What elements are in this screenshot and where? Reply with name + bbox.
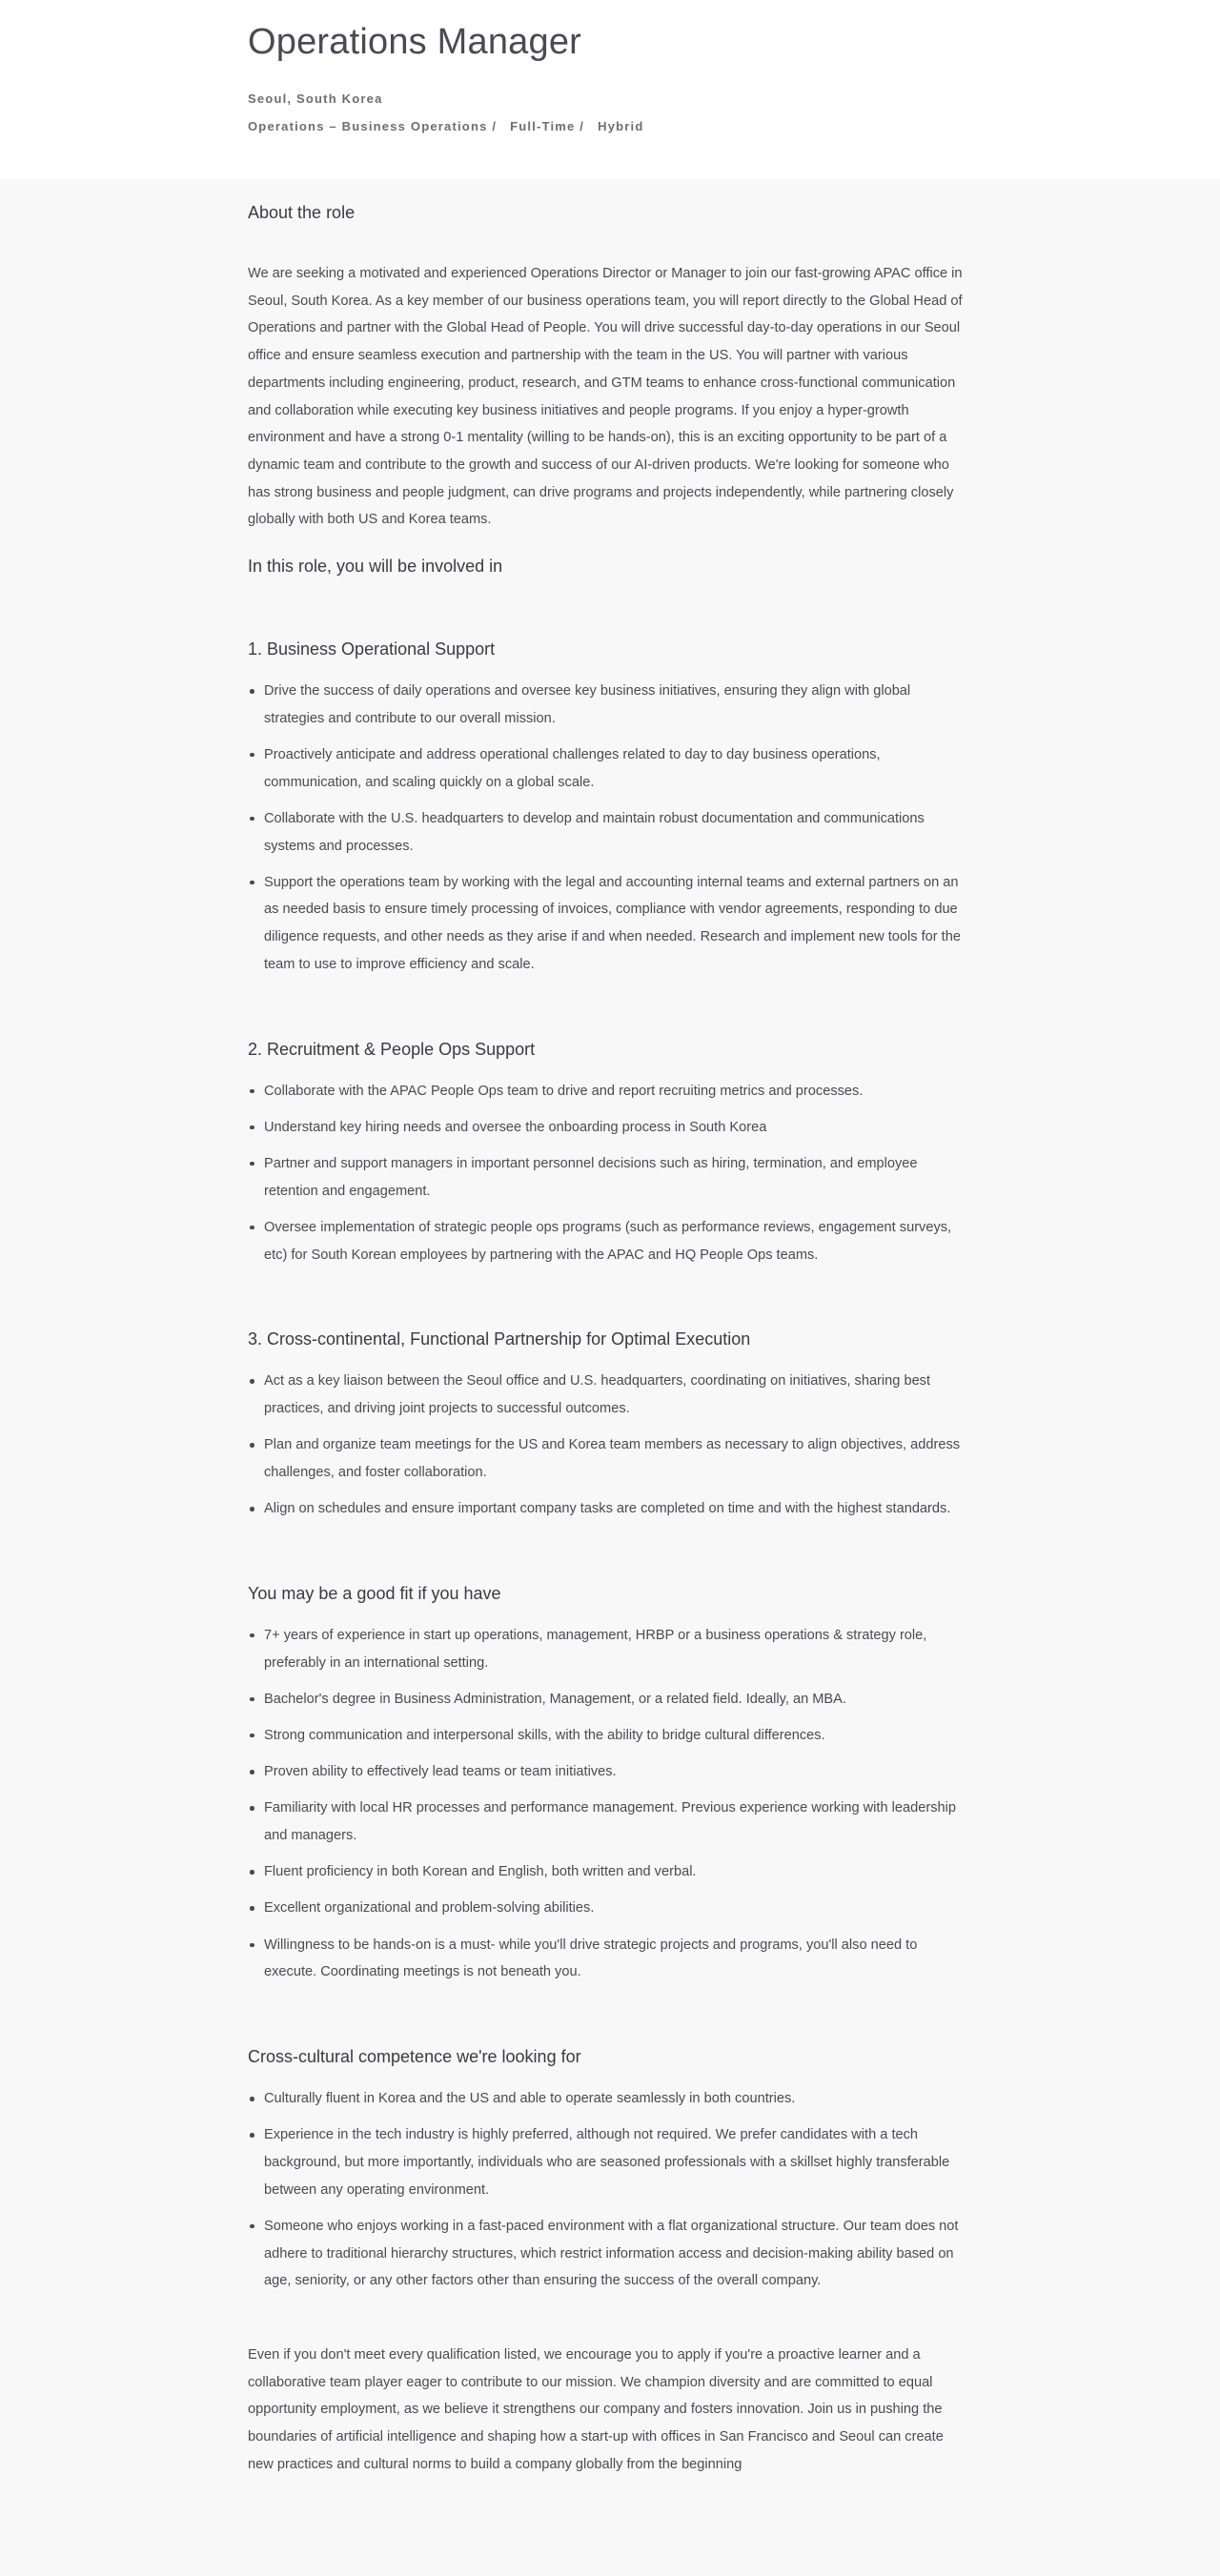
list-item: Collaborate with the APAC People Ops team to drive and report recruiting metrics and processes. — [264, 1078, 972, 1105]
list-item: Plan and organize team meetings for the US and Korea team members as necessary to align objectives, address challenges, and foster collaboration. — [264, 1431, 972, 1486]
about-section — [248, 200, 972, 534]
posting-headline — [248, 0, 972, 134]
list-item: Strong communication and interpersonal skills, with the ability to bridge cultural differences. — [264, 1722, 972, 1750]
partnership-list — [248, 1368, 972, 1523]
job-categories — [248, 119, 972, 134]
closing-statement: Even if you don't meet every qualification listed, we encourage you to apply if you're a proactive learner and a collaborative team player eager to contribute to our mission. We champion diversity and are committed to equal opportunity employment, as we believe it strengthens our company and fosters innovation. Join us in pushing the boundaries of artificial intelligence and shaping how a start-up with offices in San Francisco and Seoul can create new practices and cultural norms to build a company globally from the beginning — [248, 2346, 944, 2472]
business-support-heading: 1. Business Operational Support — [248, 639, 496, 659]
list-item: Act as a key liaison between the Seoul office and U.S. headquarters, coordinating on initiatives, sharing best practices, and driving joint projects to successful outcomes. — [264, 1368, 972, 1422]
list-item: Bachelor's degree in Business Administration, Management, or a related field. Ideally, an MBA. — [264, 1686, 972, 1714]
posting-content — [0, 179, 1220, 2478]
about-heading: About the role — [248, 203, 356, 222]
partnership-section — [248, 1327, 972, 1523]
list-item: Drive the success of daily operations and oversee key business initiatives, ensuring they align with global strategies and contribute to our overall mission. — [264, 678, 972, 732]
list-item: Fluent proficiency in both Korean and English, both written and verbal. — [264, 1858, 972, 1886]
people-ops-section — [248, 1037, 972, 1269]
list-item: Willingness to be hands-on is a must- while you'll drive strategic projects and programs, you'll also need to execute. Coordinating meetings is not beneath you. — [264, 1932, 972, 1986]
list-item: Support the operations team by working with the legal and accounting internal teams and external partners on an as needed basis to ensure timely processing of invoices, compliance with vendor agreements, responding to due diligence requests, and other needs as they arise if and when needed. Research and implement new tools for the team to use to improve efficiency and scale. — [264, 869, 972, 979]
list-item: Proven ability to effectively lead teams or team initiatives. — [264, 1758, 972, 1786]
list-item: Someone who enjoys working in a fast-paced environment with a flat organizational structure. Our team does not adhere to traditional hierarchy structures, which restrict information access and decision-making ability based on age, seniority, or any other factors other than ensuring the success of the overall company. — [264, 2213, 972, 2295]
list-item: Experience in the tech industry is highly preferred, although not required. We prefer candidates with a tech background, but more importantly, individuals who are seasoned professionals with a skillset highly transferable between any operating environment. — [264, 2121, 972, 2203]
list-item: Familiarity with local HR processes and performance management. Previous experience working with leadership and managers. — [264, 1795, 972, 1849]
list-item: Partner and support managers in important personnel decisions such as hiring, termination, and employee retention and engagement. — [264, 1150, 972, 1205]
people-ops-heading: 2. Recruitment & People Ops Support — [248, 1039, 536, 1059]
job-commitment: Full-Time / — [510, 119, 585, 133]
list-item: Oversee implementation of strategic people ops programs (such as performance reviews, engagement surveys, etc) for South Korean employees by partnering with the APAC and HQ People Ops teams. — [264, 1214, 972, 1268]
list-item: Proactively anticipate and address operational challenges related to day to day business operations, communication, and scaling quickly on a global scale. — [264, 741, 972, 796]
job-team: Operations – Business Operations / — [248, 119, 498, 133]
job-workplace: Hybrid — [598, 119, 644, 133]
list-item: Collaborate with the U.S. headquarters to develop and maintain robust documentation and communications systems and processes. — [264, 805, 972, 860]
cross-cultural-heading: Cross-cultural competence we're looking for — [248, 2047, 581, 2067]
good-fit-heading: You may be a good fit if you have — [248, 1583, 501, 1603]
people-ops-list — [248, 1078, 972, 1269]
involved-heading: In this role, you will be involved in — [248, 557, 503, 577]
list-item: Understand key hiring needs and oversee the onboarding process in South Korea — [264, 1114, 972, 1142]
business-support-list — [248, 678, 972, 979]
list-item: Excellent organizational and problem-solving abilities. — [264, 1895, 972, 1922]
job-location: Seoul, South Korea — [248, 91, 383, 106]
list-item: Culturally fluent in Korea and the US and able to operate seamlessly in both countries. — [264, 2085, 972, 2113]
good-fit-list — [248, 1622, 972, 1986]
good-fit-section — [248, 1581, 972, 1986]
cross-cultural-section — [248, 2044, 972, 2295]
list-item: Align on schedules and ensure important company tasks are completed on time and with the highest standards. — [264, 1495, 972, 1523]
posting-header — [0, 0, 1220, 179]
business-support-section — [248, 637, 972, 979]
cross-cultural-list — [248, 2085, 972, 2295]
about-body: We are seeking a motivated and experienced Operations Director or Manager to join our fast-growing APAC office in Seoul, South Korea. As a key member of our business operations team, you will report directly to the Global Head of Operations and partner with the Global Head of People. You will drive successful day-to-day operations in our Seoul office and ensure seamless execution and partnership with the team in the US. You will partner with various departments including engineering, product, research, and GTM teams to enhance cross-functional communication and collaboration while executing key business initiatives and people programs. If you enjoy a hyper-growth environment and have a strong 0-1 mentality (willing to be hands-on), this is an exciting opportunity to be part of a dynamic team and contribute to the growth and success of our AI-driven products. We're looking for someone who has strong business and people judgment, can drive programs and projects independently, while partnering closely globally with both US and Korea teams. — [248, 266, 963, 528]
partnership-heading: 3. Cross-continental, Functional Partnership for Optimal Execution — [248, 1329, 751, 1349]
job-title: Operations Manager — [248, 22, 582, 62]
list-item: 7+ years of experience in start up operations, management, HRBP or a business operations & strategy role, preferably in an international setting. — [264, 1622, 972, 1676]
